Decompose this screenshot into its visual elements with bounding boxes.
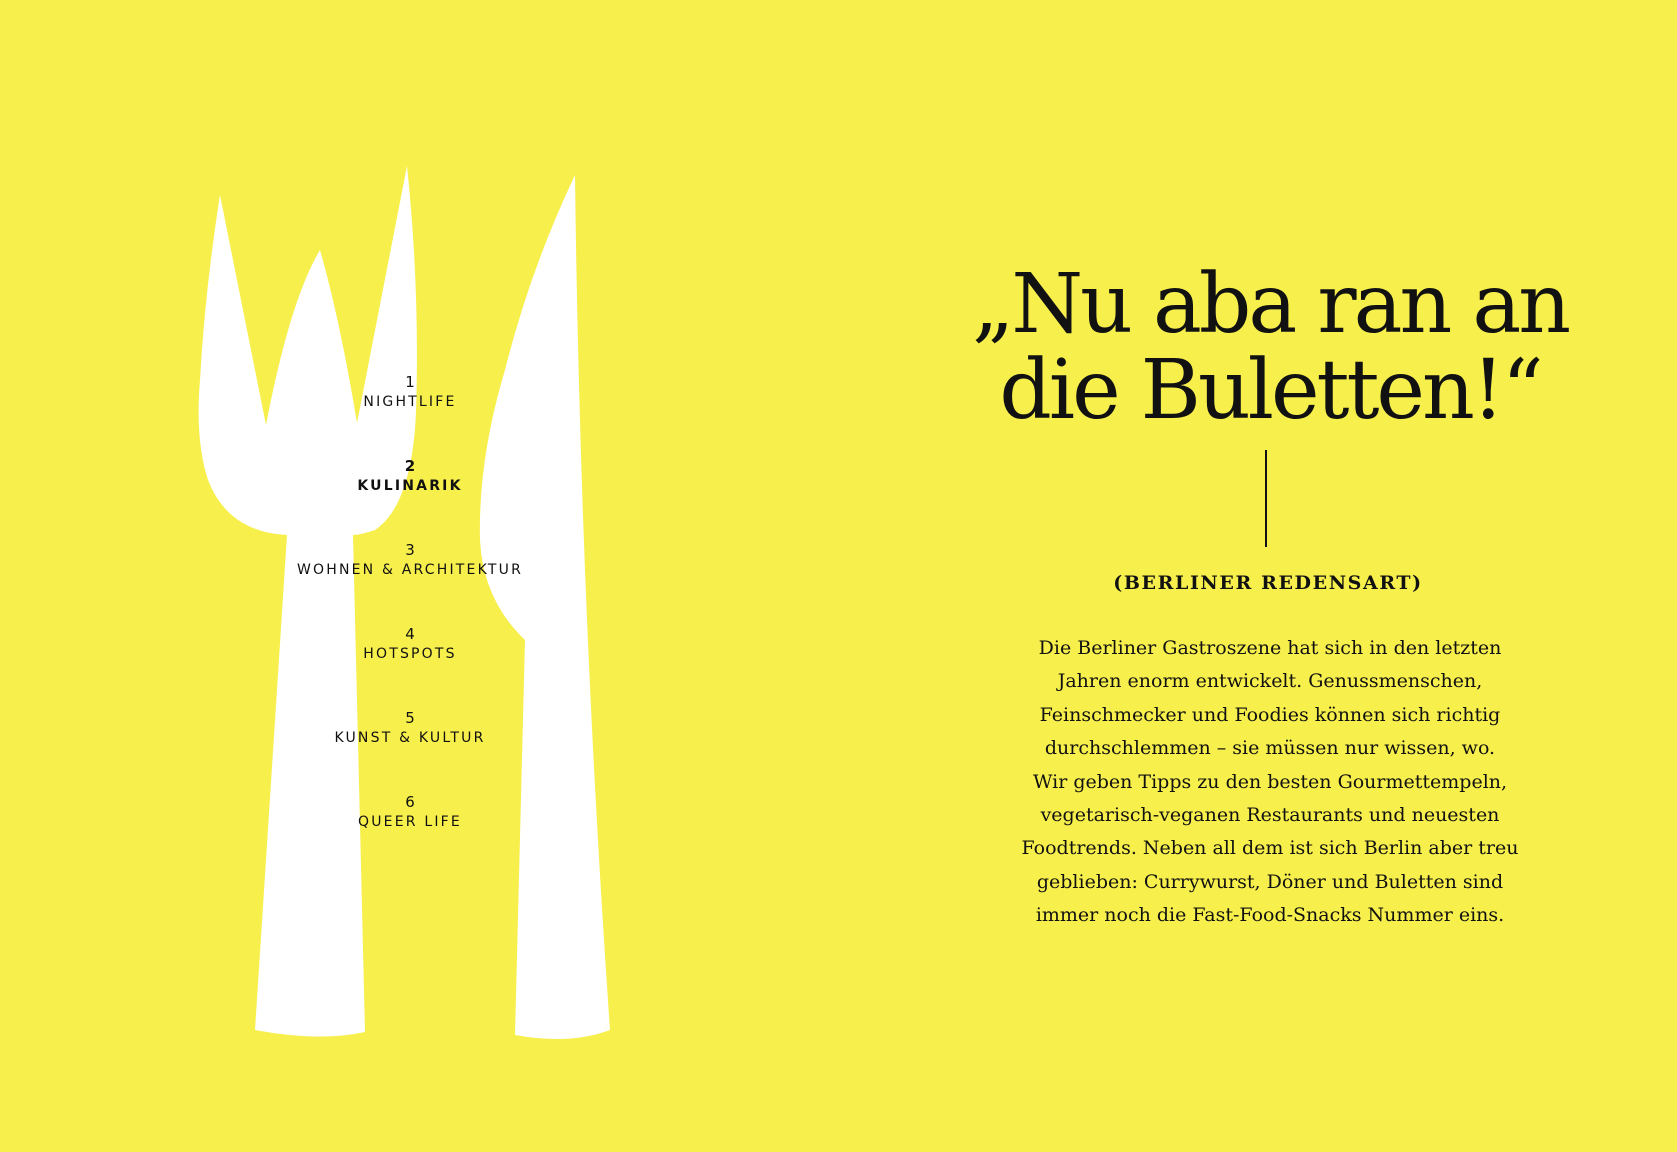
divider-line bbox=[1265, 450, 1267, 547]
quote-line-1: „Nu aba ran an bbox=[971, 257, 1569, 352]
toc-item-nightlife[interactable] bbox=[240, 372, 580, 412]
toc-item-wohnen-architektur[interactable] bbox=[240, 540, 580, 580]
paragraph-line: Jahren enorm entwickelt. Genussmenschen, bbox=[1057, 670, 1483, 693]
intro-paragraph bbox=[990, 632, 1550, 933]
paragraph-line: Die Berliner Gastroszene hat sich in den letzten bbox=[1038, 637, 1502, 659]
toc-label: QUEER LIFE bbox=[358, 814, 462, 830]
toc-item-kulinarik[interactable] bbox=[240, 456, 580, 496]
toc-number: 6 bbox=[405, 793, 415, 811]
toc-item-queer-life[interactable] bbox=[240, 792, 580, 832]
toc-number: 4 bbox=[405, 625, 415, 643]
paragraph-line: Foodtrends. Neben all dem ist sich Berlin aber treu bbox=[1021, 837, 1519, 860]
quote-source: (BERLINER REDENSART) bbox=[1113, 572, 1423, 594]
toc-number: 2 bbox=[404, 457, 416, 475]
toc-label: KULINARIK bbox=[357, 478, 463, 494]
toc-item-hotspots[interactable] bbox=[240, 624, 580, 664]
quote-line-2: die Buletten!“ bbox=[999, 343, 1541, 438]
paragraph-line: Feinschmecker und Foodies können sich richtig bbox=[1039, 703, 1501, 726]
paragraph-line: Wir geben Tipps zu den besten Gourmettempeln, bbox=[1032, 770, 1508, 793]
toc-number: 5 bbox=[405, 709, 415, 727]
toc-number: 1 bbox=[405, 373, 415, 391]
paragraph-line: durchschlemmen – sie müssen nur wissen, wo. bbox=[1044, 737, 1496, 760]
paragraph-line: geblieben: Currywurst, Döner und Buletten sind bbox=[1036, 870, 1504, 893]
toc-label: HOTSPOTS bbox=[363, 646, 457, 662]
toc-number: 3 bbox=[405, 541, 415, 559]
toc-label: NIGHTLIFE bbox=[363, 394, 457, 410]
toc-label: KUNST & KULTUR bbox=[334, 730, 486, 746]
quote-heading bbox=[960, 257, 1580, 438]
paragraph-line: vegetarisch-veganen Restaurants und neuesten bbox=[1040, 804, 1500, 827]
toc-item-kunst-kultur[interactable] bbox=[240, 708, 580, 748]
table-of-contents bbox=[240, 372, 580, 832]
toc-label: WOHNEN & ARCHITEKTUR bbox=[296, 562, 524, 578]
paragraph-line: immer noch die Fast-Food-Snacks Nummer eins. bbox=[1035, 904, 1505, 927]
